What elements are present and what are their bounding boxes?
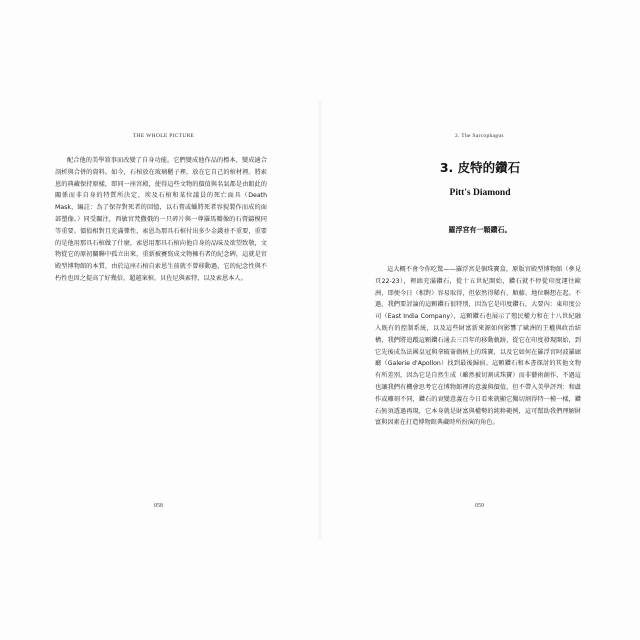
- left-paragraph: 配合他的美學敘事而改變了自身功能。它們變成他作品的標本，變成適合剖析與合併的資料。如今，石棺放在玻璃櫃子裡，放在它自己的棺材裡。將索恩的典藏保持原樣，即同一座宮殿，使得這些文物的價值與名氣都是由館此的關係而非自身的特質所決定，埃及石棺和某位議員的死亡面具（Death Mask，編註：為了保存對死者的回憶，以石膏或蠟將死者容貌製作而成的面部塑像。）同受關注，西敏宮梵撒俄的一只碎片與一尊羅馬瓣像的石膏鑄模同等重要。價值相對且充滿彈性，索恩為那具石棺付出多少金錢並不重要，重要的是他用那具石棺做了什麼，索恩用那具石棺向他自身的品味及欲望致敬，文物從它的原初關聯中孤立出來，重新被賽寫成文物擁有者的紀念碑，這就是宮殿型博物館的本質，由於這座石棺自索恩生前就不曾移動過，它的紀念性與不朽性也因之提高了好幾倍，超越案棺，貝佐尼與索特，以及索恩本人。: [55, 157, 267, 282]
- chapter-subtitle: Pitt's Diamond: [449, 188, 511, 198]
- left-running-head: THE WHOLE PICTURE: [133, 133, 195, 139]
- right-paragraph: 這大概不會令你吃驚——羅浮宮是個珠寶盒，原版宮殿型博物館（參見頁22-23），裡頭充滿鑽石，從十五世紀開始，鑽石就不停從印度運往歐洲，即便今日（相對）容易取得，但依然得稀有、順藤、地位聯想在起。不過，我們要討論的這顆鑽石很特別，因為它是印度鑽石，大要內：東印度公司（East India Company），這顆鑽石也展示了殖民權力和在十八世紀融入既有的控制系統，以及這些財富新來源如何影響了歐洲的王權與政治結構，我們將追蹤這顆鑽石通去三百年的移動軌跡，從它在印度發現開始，到它先後成為法國皇冠與拿破崙劍柄上的珠寶，以及它如何在羅浮宮阿波羅廊廳（Galerie d'Apollon）找到最後歸宿。這顆鑽石和本書探討的其他文物有所差別，因為它是自然生成（雖然被切割成珠寶）而非藝術創作，不過這也讓我們有機會思考它在博物館裡的意義與價值，但不帶入美學評判：和盧作或雕刻不同，鑽石的衰變意義在今日看來就顯它獨切割得特一模一樣，鑽石無須透過再現，它本身就是財富與權勢的純粹範例，這可幫助我們理解財富與因素在打造博物館典藏時所扮演的角色。: [375, 266, 581, 427]
- right-running-head: 2. The Sarcophagus: [455, 133, 504, 139]
- right-page: [320, 0, 640, 640]
- left-page-number: 058: [154, 503, 163, 509]
- chapter-title: 3. 皮特的鑽石: [439, 160, 521, 175]
- right-body-text: [375, 264, 581, 429]
- right-page-number: 059: [475, 503, 484, 509]
- left-body-text: [55, 155, 267, 285]
- chapter-lede: 羅浮宮有一顆鑽石。: [448, 226, 512, 234]
